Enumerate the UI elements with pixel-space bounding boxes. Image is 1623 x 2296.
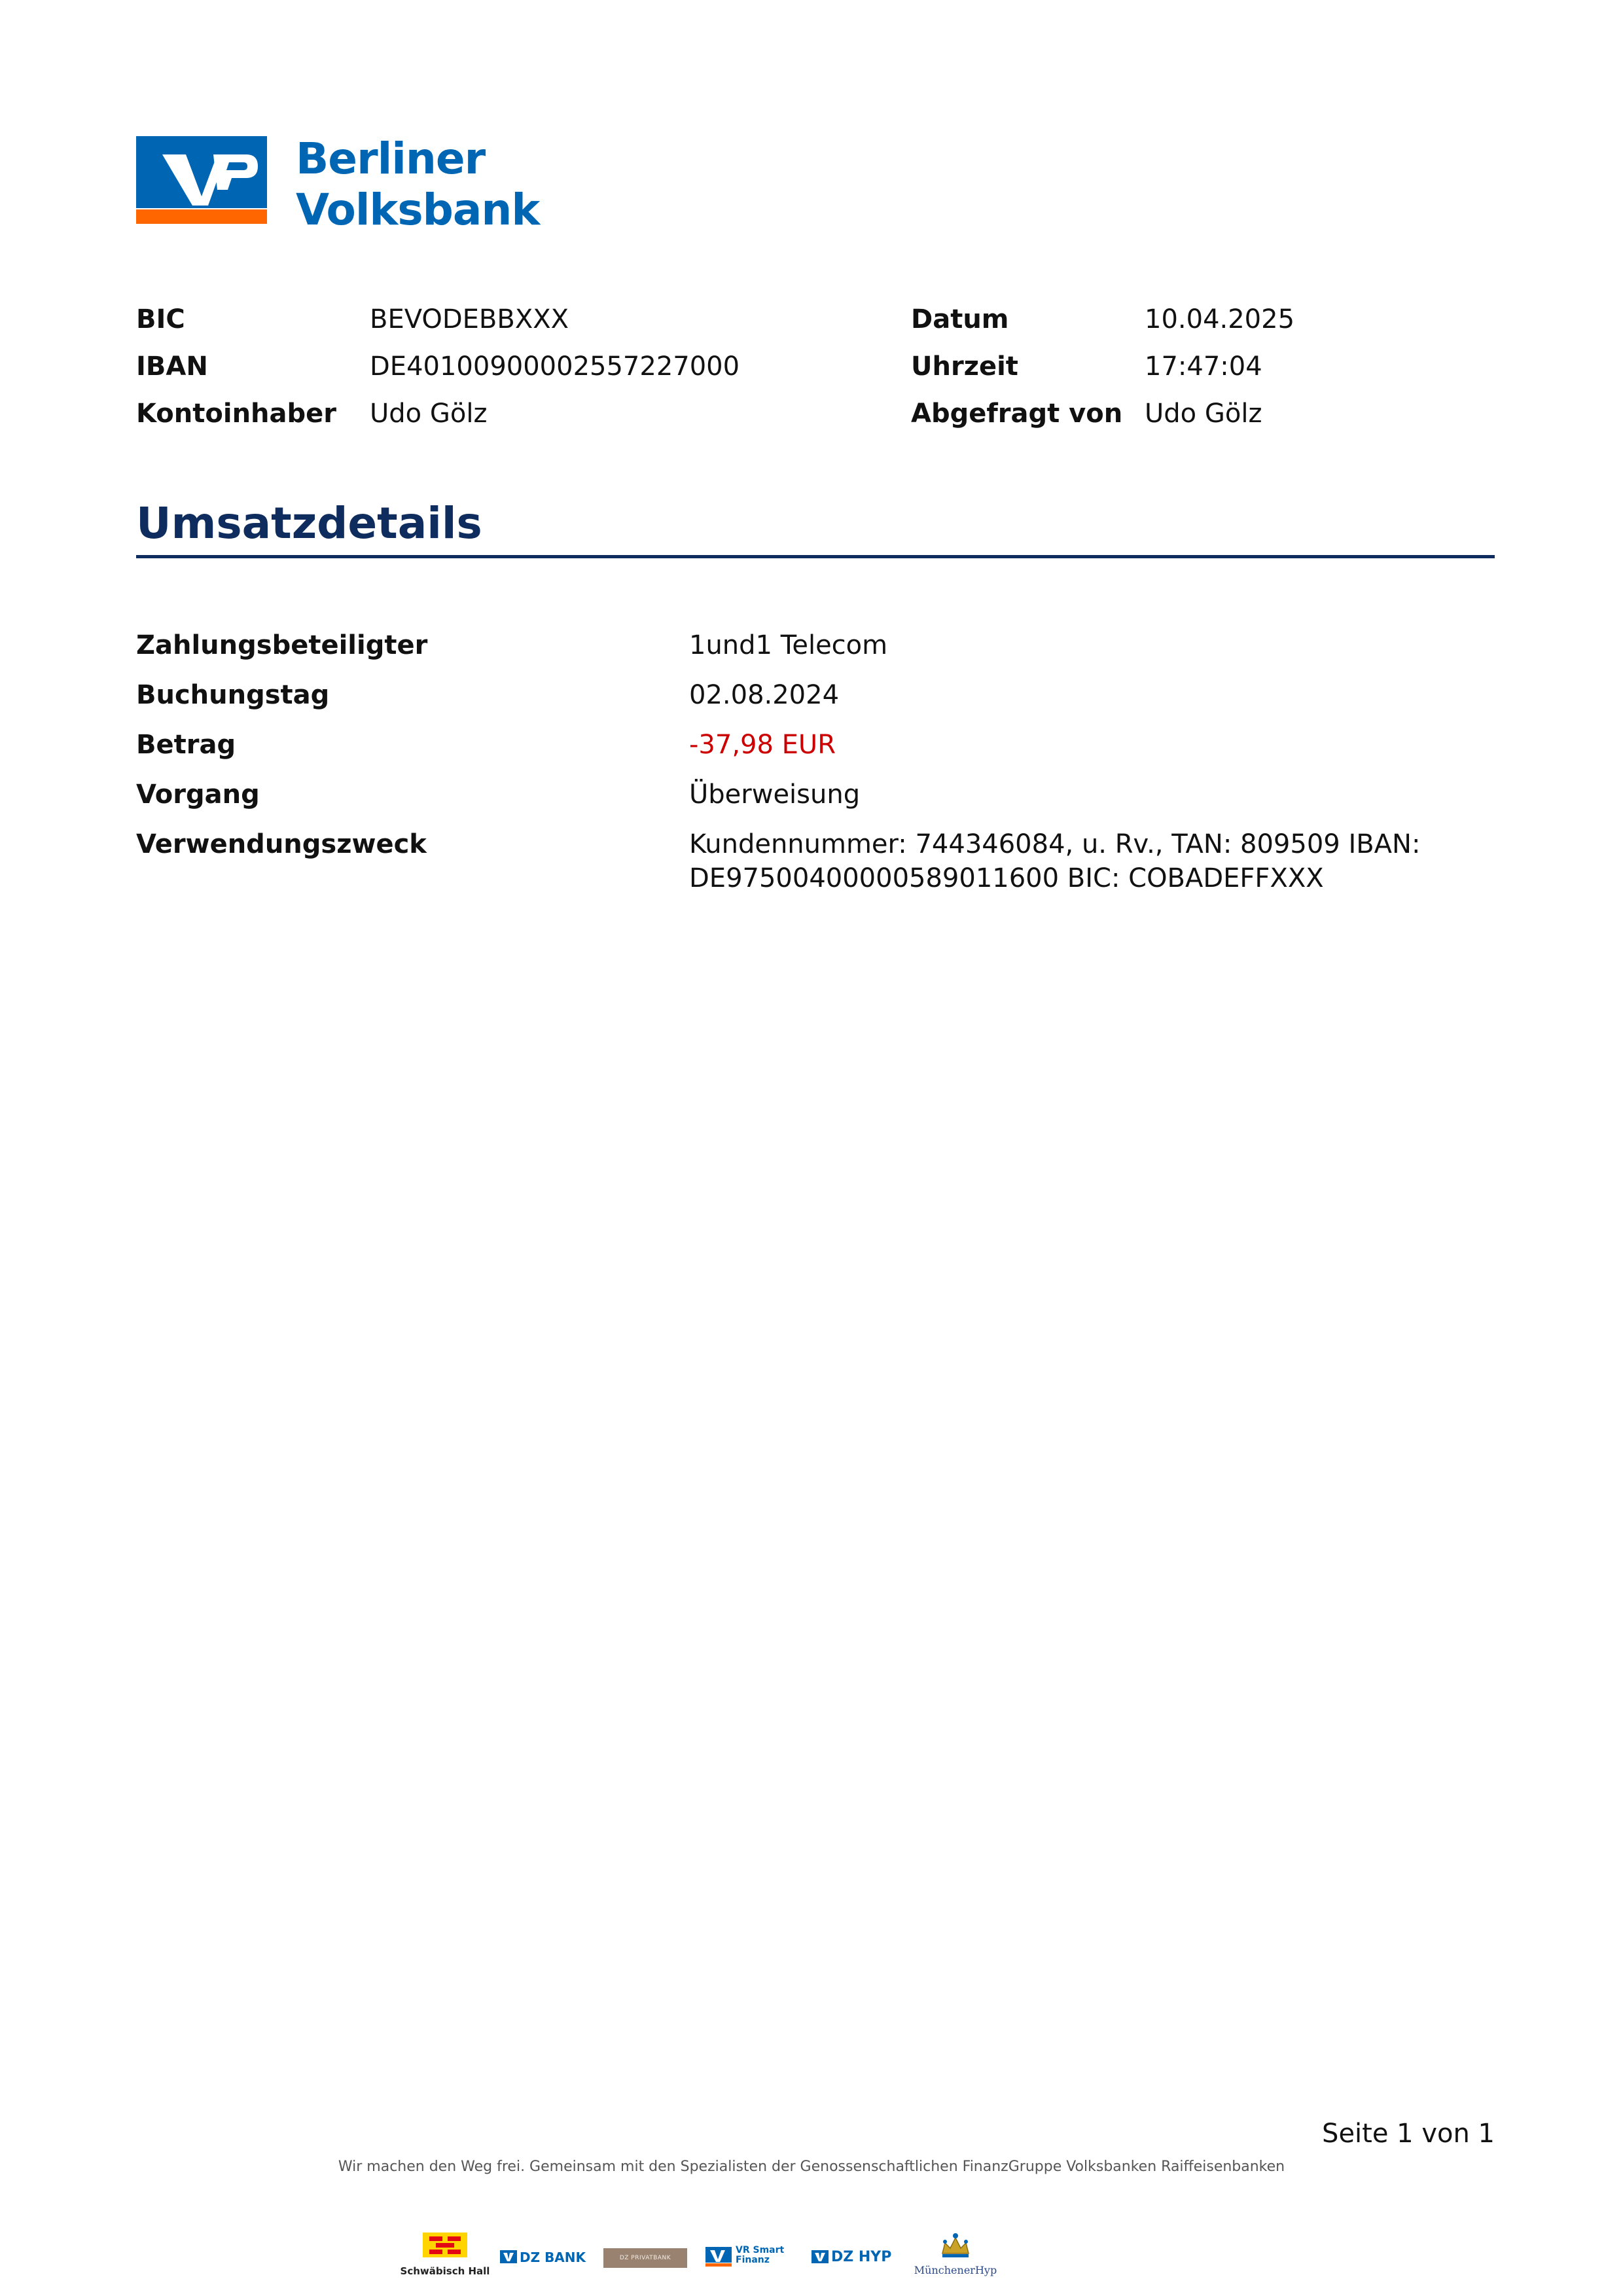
footer-tagline: Wir machen den Weg frei. Gemeinsam mit den Spezialisten der Genossenschaftlichen FinanzGruppe Volksbanken Raiffeisenbanken: [338, 2159, 1285, 2175]
info-label: Kontoinhaber: [136, 399, 336, 429]
crown-icon: [936, 2229, 975, 2261]
purpose-line: Kundennummer: 744346084, u. Rv., TAN: 809509 IBAN:: [689, 829, 1421, 859]
partner-label: DZ HYP: [831, 2249, 892, 2265]
account-info-left: [136, 296, 740, 437]
page-number: Seite 1 von 1: [1322, 2119, 1495, 2149]
info-row-uhrzeit: [911, 343, 1294, 390]
detail-row-zahlungsbeteiligter: [136, 622, 1495, 672]
account-info-right: [911, 296, 1294, 437]
schwaebisch-hall-icon: [399, 2229, 491, 2287]
detail-label: Verwendungszweck: [136, 829, 427, 859]
dz-hyp-icon: [812, 2250, 829, 2263]
info-label: Datum: [911, 304, 1009, 334]
info-row-bic: [136, 296, 740, 343]
info-value: Udo Gölz: [1145, 399, 1262, 429]
partner-label: VR Smart Finanz: [736, 2245, 785, 2265]
purpose-value: [689, 821, 1495, 895]
info-label: Uhrzeit: [911, 351, 1018, 382]
bank-name: [296, 134, 539, 236]
info-label: Abgefragt von: [911, 399, 1123, 429]
partner-logos: [393, 2229, 1243, 2287]
bank-logo: [136, 136, 542, 234]
partner-logo-vr-smart-finanz: [705, 2229, 791, 2287]
detail-value: 1und1 Telecom: [689, 630, 888, 660]
vr-smart-finanz-icon: [705, 2247, 732, 2267]
partner-logo-muenchenerhyp: [910, 2229, 1001, 2287]
dz-bank-icon: [500, 2250, 517, 2263]
partner-logo-schwaebisch-hall: [399, 2229, 491, 2287]
detail-label: Betrag: [136, 730, 236, 760]
detail-label: Buchungstag: [136, 680, 330, 710]
info-label: IBAN: [136, 351, 208, 382]
info-value: DE40100900002557227000: [370, 351, 740, 382]
info-value: 10.04.2025: [1145, 304, 1295, 334]
partner-label: DZ PRIVATBANK: [603, 2248, 687, 2268]
info-row-kontoinhaber: [136, 390, 740, 437]
purpose-line: DE97500400000589011600 BIC: COBADEFFXXX: [689, 863, 1324, 893]
partner-label: DZ BANK: [520, 2250, 586, 2265]
detail-row-buchungstag: [136, 672, 1495, 721]
detail-row-betrag: [136, 721, 1495, 771]
section-title: Umsatzdetails: [136, 498, 482, 548]
detail-row-vorgang: [136, 771, 1495, 821]
info-value: Udo Gölz: [370, 399, 488, 429]
detail-row-verwendungszweck: [136, 821, 1495, 895]
info-label: BIC: [136, 304, 185, 334]
detail-value: Überweisung: [689, 780, 861, 810]
amount-value: -37,98 EUR: [689, 730, 836, 760]
detail-label: Vorgang: [136, 780, 260, 810]
bank-name-line1: Berliner: [296, 134, 486, 184]
info-row-abgefragt-von: [911, 390, 1294, 437]
volksbank-logo-icon: [136, 136, 267, 224]
section-divider: [136, 555, 1495, 558]
detail-label: Zahlungsbeteiligter: [136, 630, 428, 660]
detail-value: 02.08.2024: [689, 680, 840, 710]
info-value: 17:47:04: [1145, 351, 1262, 382]
bank-name-line2: Volksbank: [296, 185, 540, 235]
info-row-datum: [911, 296, 1294, 343]
partner-label: MünchenerHyp: [914, 2264, 997, 2276]
partner-logo-dz-bank: [497, 2229, 596, 2287]
partner-logo-dz-hyp: [809, 2229, 894, 2287]
info-value: BEVODEBBXXX: [370, 304, 569, 334]
info-row-iban: [136, 343, 740, 390]
partner-logo-dz-privatbank: [603, 2229, 687, 2287]
transaction-details: [136, 622, 1495, 895]
partner-label: Schwäbisch Hall: [400, 2265, 490, 2277]
